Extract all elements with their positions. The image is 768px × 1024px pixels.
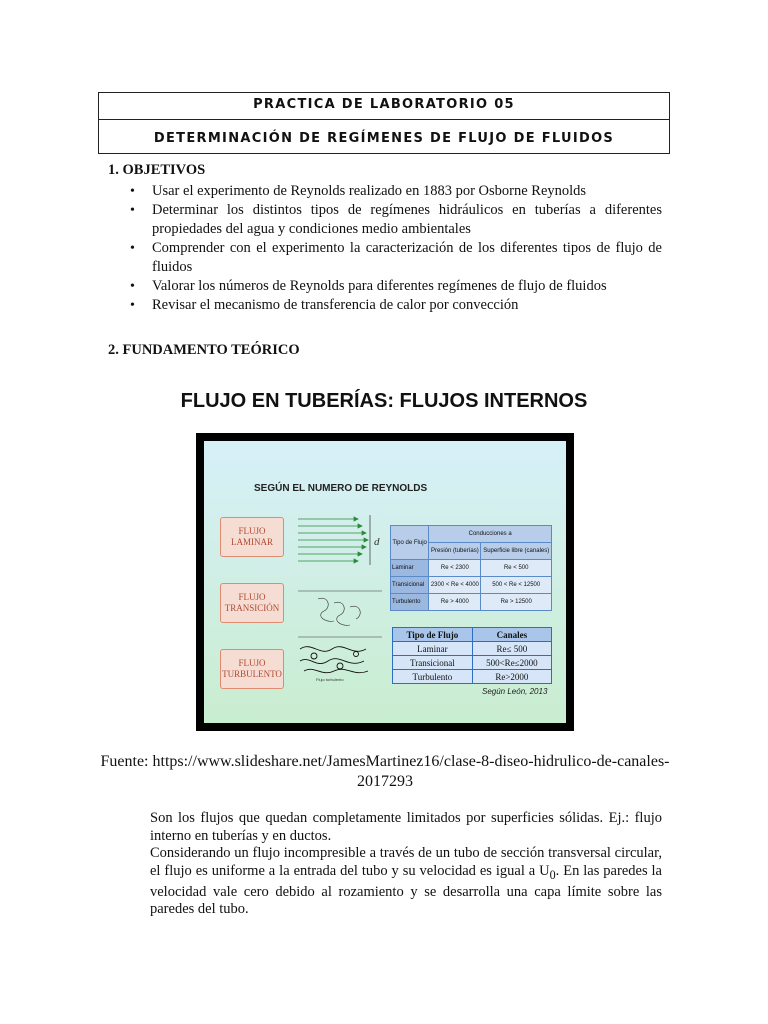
t1-cell: Transicional xyxy=(391,577,429,594)
table-row xyxy=(391,594,552,611)
laminar-box: FLUJO LAMINAR xyxy=(220,517,284,557)
t2-cell: 500<Re≤2000 xyxy=(472,656,551,670)
table-row xyxy=(393,656,552,670)
objective-item: • Comprender con el experimento la caracterización de los diferentes tipos de flujo de fluidos xyxy=(110,239,662,277)
table-row xyxy=(391,577,552,594)
source-citation: Fuente: https://www.slideshare.net/JamesMartinez16/clase-8-diseo-hidrulico-de-canales-2017293 xyxy=(100,753,670,790)
flow-diagrams xyxy=(294,511,386,683)
transition-box: FLUJO TRANSICIÓN xyxy=(220,583,284,623)
t1-cell: 500 < Re < 12500 xyxy=(481,577,552,594)
objective-item: • Valorar los números de Reynolds para diferentes regímenes de flujo de fluidos xyxy=(110,277,662,296)
subscript: 0 xyxy=(549,867,556,882)
t1-cell: Laminar xyxy=(391,560,429,577)
laminar-arrows-icon xyxy=(298,517,368,563)
t2-cell: Re≤ 500 xyxy=(472,642,551,656)
objectives-list xyxy=(110,182,662,315)
t2-header: Canales xyxy=(472,628,551,642)
t1-cell: Re < 2300 xyxy=(429,560,481,577)
t1-cell: Turbulento xyxy=(391,594,429,611)
turbulent-box: FLUJO TURBULENTO xyxy=(220,649,284,689)
paragraph-text: . En las paredes la velocidad vale cero debido al rozamiento y se desarrolla una capa límite sobre las paredes del tubo. xyxy=(150,862,662,918)
t1-header-free: Superficie libre (canales) xyxy=(481,543,552,560)
figure-subtitle: SEGÚN EL NUMERO DE REYNOLDS xyxy=(254,483,428,494)
t2-cell: Laminar xyxy=(393,642,473,656)
table-row xyxy=(393,670,552,684)
reynolds-figure xyxy=(196,433,574,731)
figure-heading: FLUJO EN TUBERÍAS: FLUJOS INTERNOS xyxy=(180,390,588,412)
t1-cell: Re > 12500 xyxy=(481,594,552,611)
t2-header: Tipo de Flujo xyxy=(393,628,473,642)
t1-cell: Re > 4000 xyxy=(429,594,481,611)
diameter-label: d xyxy=(374,536,380,548)
paragraph: Son los flujos que quedan completamente limitados por superficies sólidas. Ej.: flujo interno en tuberías y en ductos. xyxy=(150,810,662,844)
lab-subtitle: DETERMINACIÓN DE REGÍMENES DE FLUJO DE FLUIDOS xyxy=(153,131,615,146)
section-objetivos-title: 1. OBJETIVOS xyxy=(108,162,206,178)
reynolds-table-conduits xyxy=(390,525,552,611)
t1-cell: 2300 < Re < 4000 xyxy=(429,577,481,594)
header-divider xyxy=(99,119,669,120)
paragraph-text: Considerando un flujo incompresible a través de un tubo de sección transversal circular, el flujo es uniforme a la entrada del tubo y su velocidad es igual a U xyxy=(150,845,662,879)
t1-header-group: Conducciones a xyxy=(429,526,552,543)
objective-item: • Determinar los distintos tipos de regímenes hidráulicos en tuberías a diferentes propiedades del agua y condiciones medio ambientales xyxy=(110,201,662,239)
t1-cell: Re < 500 xyxy=(481,560,552,577)
body-text xyxy=(150,810,662,919)
t2-cell: Re>2000 xyxy=(472,670,551,684)
reynolds-table-channels xyxy=(392,627,552,684)
objective-item: • Usar el experimento de Reynolds realizado en 1883 por Osborne Reynolds xyxy=(110,182,662,201)
header-box xyxy=(98,92,670,154)
figure-panel xyxy=(204,441,566,723)
transition-flow-icon xyxy=(298,591,382,637)
table-row xyxy=(393,642,552,656)
turbulent-flow-icon xyxy=(300,647,368,673)
t1-header-type: Tipo de Flujo xyxy=(391,526,429,560)
figure-source: Según León, 2013 xyxy=(482,687,548,696)
paragraph xyxy=(150,845,662,919)
lab-title: PRACTICA DE LABORATORIO 05 xyxy=(253,97,515,112)
turbulent-caption: Flujo turbulento xyxy=(316,677,344,682)
t1-header-pressure: Presión (tuberías) xyxy=(429,543,481,560)
objective-item: • Revisar el mecanismo de transferencia de calor por convección xyxy=(110,296,662,315)
section-fundamento-title: 2. FUNDAMENTO TEÓRICO xyxy=(108,342,300,358)
t2-cell: Turbulento xyxy=(393,670,473,684)
t2-cell: Transicional xyxy=(393,656,473,670)
table-row xyxy=(391,560,552,577)
